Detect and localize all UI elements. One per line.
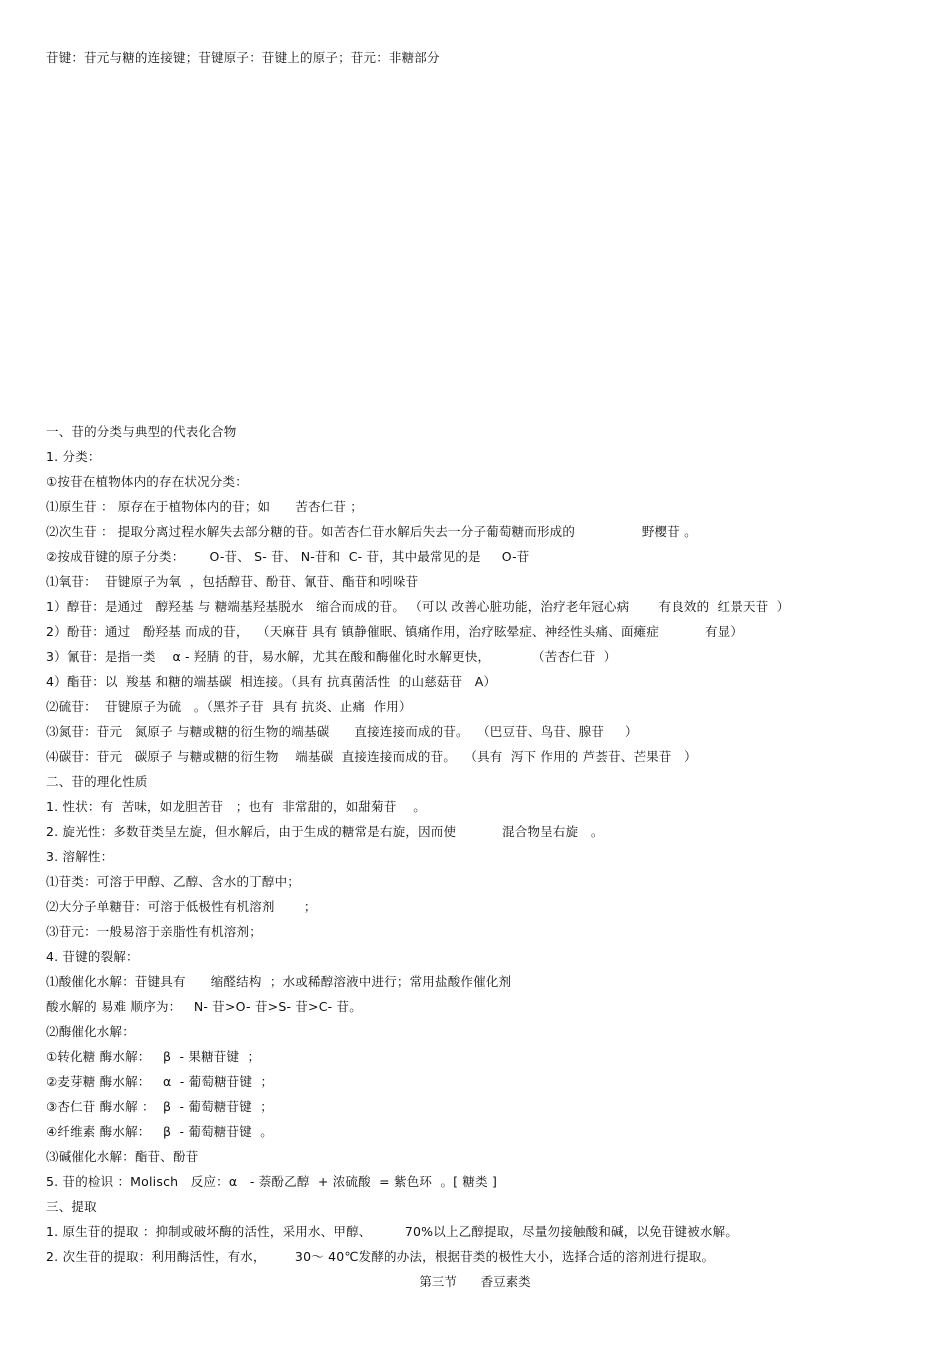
text-line: ①转化糖 酶水解： β - 果糖苷键 ； xyxy=(46,1049,261,1064)
text-line: 2）酚苷：通过 酚羟基 而成的苷， （天麻苷 具有 镇静催眠、镇痛作用，治疗眩晕症、神经性头痛、面瘫症 有显） xyxy=(46,624,744,639)
text-line: ⑴原生苷 ： 原存在于植物体内的苷；如 苦杏仁苷 ； xyxy=(46,499,363,514)
text-line: ③杏仁苷 酶水解 ： β - 葡萄糖苷键 ； xyxy=(46,1099,273,1114)
text-line: ⑶氮苷：苷元 氮原子 与糖或糖的衍生物的端基碳 直接连接而成的苷。 （巴豆苷、鸟苷、腺苷 ） xyxy=(46,724,638,739)
text-line: ⑵酶催化水解： xyxy=(46,1024,135,1039)
text-line: 4）酯苷：以 羧基 和糖的端基碳 相连接。（具有 抗真菌活性 的山慈菇苷 A） xyxy=(46,674,497,689)
text-line: ⑶碱催化水解：酯苷、酚苷 xyxy=(46,1149,199,1164)
text-line: 一、苷的分类与典型的代表化合物 xyxy=(46,424,237,439)
text-line: ②按成苷键的原子分类： O-苷、 S- 苷、 N-苷和 C- 苷，其中最常见的是 O-苷 xyxy=(46,549,530,564)
text-line: ⑵硫苷： 苷键原子为硫 。（黑芥子苷 具有 抗炎、止痛 作用） xyxy=(46,699,412,714)
text-line: 三、提取 xyxy=(46,1199,97,1214)
text-line: ①按苷在植物体内的存在状况分类： xyxy=(46,474,248,489)
text-line: ⑴酸催化水解：苷键具有 缩醛结构 ；水或稀醇溶液中进行；常用盐酸作催化剂 xyxy=(46,974,512,989)
text-line: 3. 溶解性： xyxy=(46,849,114,864)
text-line: ⑷碳苷：苷元 碳原子 与糖或糖的衍生物 端基碳 直接连接而成的苷。 （具有 泻下 作用的 芦荟苷、芒果苷 ） xyxy=(46,749,697,764)
glycoside-definition-line: 苷键：苷元与糖的连接键；苷键原子：苷键上的原子；苷元：非糖部分 xyxy=(46,50,440,65)
text-line: 1）醇苷：是通过 醇羟基 与 糖端基羟基脱水 缩合而成的苷。 （可以 改善心脏功能，治疗老年冠心病 有良效的 红景天苷 ） xyxy=(46,599,790,614)
text-line: 1. 分类： xyxy=(46,449,101,464)
text-line: 2. 旋光性：多数苷类呈左旋，但水解后，由于生成的糖常是右旋，因而使 混合物呈右旋 。 xyxy=(46,824,604,839)
text-line: 4. 苷键的裂解： xyxy=(46,949,139,964)
text-line: 5. 苷的检识 ：Molisch 反应：α - 萘酚乙醇 + 浓硫酸 = 紫色环 。[ 糖类 ] xyxy=(46,1174,498,1189)
text-line: 酸水解的 易难 顺序为： N- 苷>O- 苷>S- 苷>C- 苷。 xyxy=(46,999,362,1014)
text-line: 二、苷的理化性质 xyxy=(46,774,148,789)
text-line: 1. 性状：有 苦味，如龙胆苦苷 ；也有 非常甜的，如甜菊苷 。 xyxy=(46,799,426,814)
text-line: ④纤维素 酶水解： β - 葡萄糖苷键 。 xyxy=(46,1124,273,1139)
section-heading: 第三节 香豆素类 xyxy=(419,1274,531,1289)
text-line: ⑴苷类：可溶于甲醇、乙醇、含水的丁醇中； xyxy=(46,874,301,889)
text-line: 1. 原生苷的提取 ：抑制或破坏酶的活性，采用水、甲醇、 70%以上乙醇提取，尽量勿接触酸和碱，以免苷键被水解。 xyxy=(46,1224,739,1239)
text-line: 3）氰苷：是指一类 α - 羟腈 的苷，易水解，尤其在酸和酶催化时水解更快， （苦杏仁苷 ） xyxy=(46,649,617,664)
text-line: ⑶苷元：一般易溶于亲脂性有机溶剂； xyxy=(46,924,262,939)
text-line: 2. 次生苷的提取：利用酶活性，有水， 30～ 40℃发酵的办法，根据苷类的极性大小，选择合适的溶剂进行提取。 xyxy=(46,1249,715,1264)
text-line: ⑴氧苷： 苷键原子为氧 ，包括醇苷、酚苷、氰苷、酯苷和吲哚苷 xyxy=(46,574,419,589)
text-line: ⑵次生苷 ： 提取分离过程水解失去部分糖的苷。如苦杏仁苷水解后失去一分子葡萄糖而形成的 野樱苷 。 xyxy=(46,524,697,539)
text-line: ②麦芽糖 酶水解： α - 葡萄糖苷键 ； xyxy=(46,1074,274,1089)
text-line: ⑵大分子单糖苷：可溶于低极性有机溶剂 ； xyxy=(46,899,317,914)
